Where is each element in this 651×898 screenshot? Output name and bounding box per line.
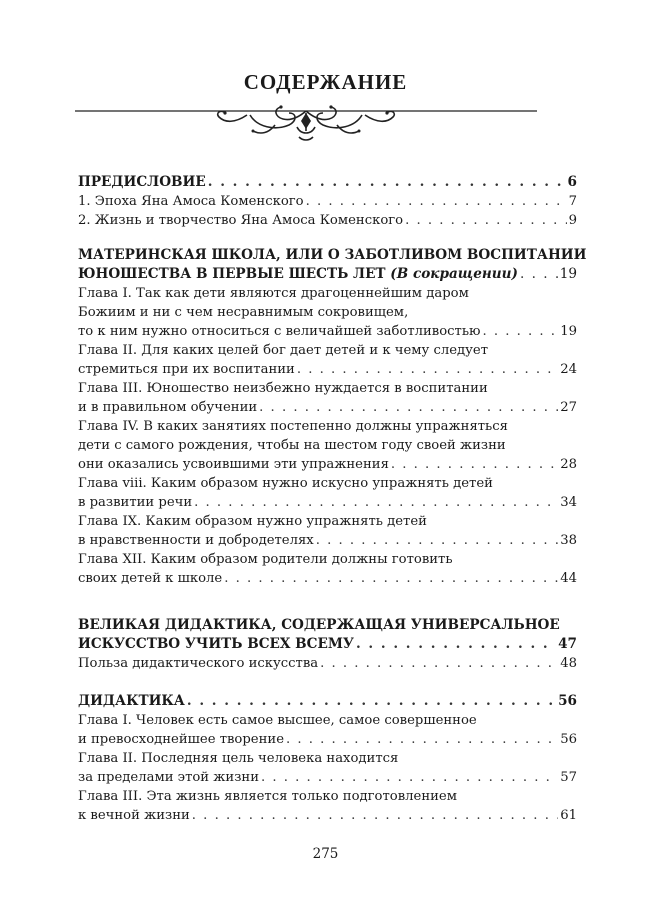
toc-heading: ИСКУССТВО УЧИТЬ ВСЕХ ВСЕМУ	[78, 636, 354, 652]
toc-entry-title[interactable]: Глава II. Для каких целей бог дает детей и к чему следует	[78, 343, 489, 358]
dot-leader	[316, 531, 558, 550]
dot-leader	[187, 692, 556, 711]
toc-entry-title[interactable]: Глава viii. Каким образом нужно искусно упражнять детей	[78, 476, 493, 491]
toc-entry[interactable]	[78, 398, 577, 417]
toc-entry-title: и в правильном обучении	[78, 400, 258, 415]
toc-page: 47	[558, 636, 577, 652]
toc-entry-title[interactable]: Божиим и ни с чем несравнимым сокровищем,	[78, 305, 409, 320]
toc-page: 57	[560, 770, 577, 785]
dot-leader	[320, 654, 558, 673]
toc-heading: ЮНОШЕСТВА В ПЕРВЫЕ ШЕСТЬ ЛЕТ	[78, 266, 391, 282]
toc-page: 48	[560, 656, 577, 671]
dot-leader	[297, 360, 558, 379]
page-title: СОДЕРЖАНИЕ	[243, 70, 408, 94]
toc-entry-title[interactable]: Глава III. Эта жизнь является только подготовлением	[78, 789, 457, 804]
toc-entry-title: 1. Эпоха Яна Амоса Коменского	[78, 194, 304, 209]
toc-entry[interactable]	[78, 455, 577, 474]
toc-entry-title[interactable]: дети с самого рождения, чтобы на шестом году своей жизни	[78, 438, 506, 453]
toc-entry-title: в развитии речи	[78, 495, 193, 510]
toc-heading: ПРЕДИСЛОВИЕ	[78, 174, 206, 190]
toc-page: 6	[567, 174, 577, 190]
toc-page: 24	[560, 362, 577, 377]
toc-entry-title: они оказались усвоившими эти упражнения	[78, 457, 389, 472]
dot-leader	[224, 569, 558, 588]
toc-entry-title: к вечной жизни	[78, 808, 190, 823]
dot-leader	[356, 635, 556, 654]
toc-entry[interactable]	[78, 806, 577, 825]
toc-page: 19	[559, 266, 577, 282]
toc-entry[interactable]	[78, 768, 577, 787]
toc-entry[interactable]	[78, 360, 577, 379]
toc-entry-title[interactable]: Глава II. Последняя цель человека находится	[78, 751, 399, 766]
dot-leader	[261, 768, 558, 787]
toc-entry[interactable]	[78, 265, 577, 284]
toc-page: 61	[560, 808, 577, 823]
dot-leader	[208, 173, 566, 192]
toc-entry[interactable]	[78, 173, 577, 192]
dot-leader	[483, 322, 559, 341]
toc-heading[interactable]: ВЕЛИКАЯ ДИДАКТИКА, СОДЕРЖАЩАЯ УНИВЕРСАЛЬНОЕ	[78, 617, 560, 633]
toc-entry-title: то к ним нужно относиться с величайшей заботливостью	[78, 324, 481, 339]
toc-entry[interactable]	[78, 211, 577, 230]
toc-entry[interactable]	[78, 569, 577, 588]
toc-page: 38	[560, 533, 577, 548]
toc-section-didactic	[78, 692, 577, 825]
toc-entry-title: за пределами этой жизни	[78, 770, 259, 785]
dot-leader	[194, 493, 558, 512]
toc-entry-title[interactable]: Глава I. Человек есть самое высшее, самое совершенное	[78, 713, 477, 728]
toc-entry-title: и превосходнейшее творение	[78, 732, 284, 747]
toc-entry-title: 2. Жизнь и творчество Яна Амоса Коменского	[78, 213, 404, 228]
toc-page: 56	[560, 732, 577, 747]
dot-leader	[259, 398, 558, 417]
dot-leader	[391, 455, 558, 474]
ornament-divider-icon	[75, 101, 537, 141]
toc-heading: ДИДАКТИКА	[78, 693, 185, 709]
toc-page: 9	[568, 213, 577, 228]
toc-entry-title: Польза дидактического искусства	[78, 656, 319, 671]
toc-entry-title: своих детей к школе	[78, 571, 223, 586]
toc-heading[interactable]: МАТЕРИНСКАЯ ШКОЛА, ИЛИ О ЗАБОТЛИВОМ ВОСПИТАНИИ	[78, 247, 587, 263]
toc-entry-title[interactable]: Глава IX. Каким образом нужно упражнять детей	[78, 514, 427, 529]
toc-entry[interactable]	[78, 493, 577, 512]
toc-page: 27	[560, 400, 577, 415]
page-number: 275	[312, 846, 339, 862]
toc-entry[interactable]	[78, 322, 577, 341]
toc-section-preface	[78, 173, 577, 230]
toc-entry[interactable]	[78, 692, 577, 711]
toc-page: 19	[560, 324, 577, 339]
toc-page: 7	[568, 194, 577, 209]
toc-entry[interactable]	[78, 730, 577, 749]
dot-leader	[520, 265, 558, 284]
toc-entry-title[interactable]: Глава XII. Каким образом родители должны готовить	[78, 552, 453, 567]
toc-entry-title[interactable]: Глава I. Так как дети являются драгоценнейшим даром	[78, 286, 469, 301]
dot-leader	[286, 730, 558, 749]
toc-entry-title[interactable]: Глава IV. В каких занятиях постепенно должны упражняться	[78, 419, 508, 434]
toc-section-great-didactic	[78, 616, 577, 673]
toc-entry-title[interactable]: Глава III. Юношество неизбежно нуждается в воспитании	[78, 381, 488, 396]
toc-entry-title: стремиться при их воспитании	[78, 362, 295, 377]
toc-page: 34	[560, 495, 577, 510]
toc-entry[interactable]	[78, 192, 577, 211]
toc-page: 56	[558, 693, 577, 709]
toc-section-maternal-school	[78, 246, 587, 588]
toc-entry-title: в нравственности и добродетелях	[78, 533, 314, 548]
toc-entry[interactable]	[78, 654, 577, 673]
toc-entry[interactable]	[78, 635, 577, 654]
toc-entry[interactable]	[78, 531, 577, 550]
toc-heading-note: (В сокращении)	[390, 266, 518, 282]
dot-leader	[192, 806, 558, 825]
toc-page: 28	[560, 457, 577, 472]
dot-leader	[306, 192, 567, 211]
toc-page: 44	[560, 571, 577, 586]
dot-leader	[405, 211, 567, 230]
